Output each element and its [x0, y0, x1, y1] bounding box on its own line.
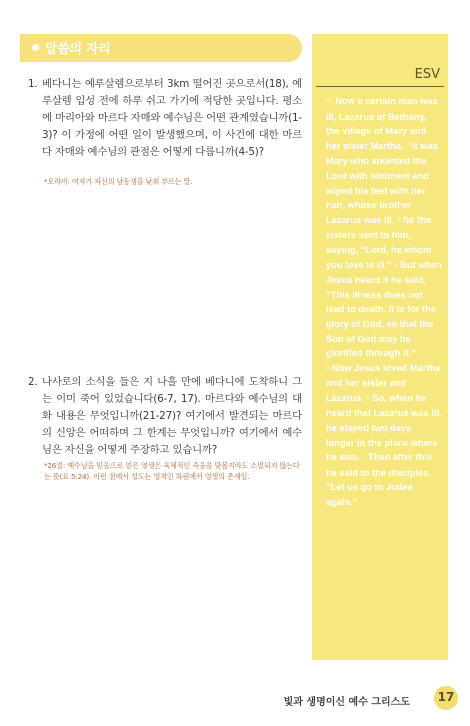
verse-text: Then after this he said to the disciples, “Let us go to Judea again.” [326, 452, 433, 508]
question-number: 2. [28, 376, 38, 388]
verse-number: 3 [396, 216, 401, 224]
esv-divider [316, 86, 444, 87]
bullet-dot-icon [32, 44, 39, 51]
question-1-note: *오라비: 여자가 자신의 남동생을 낮춰 부르는 말. [44, 177, 193, 186]
verse-number: 4 [394, 261, 399, 269]
verse-text: Now a certain man was ill, Lazarus of Bethany, the village of Mary and her sister Martha. [326, 96, 438, 151]
verse-text: But when Jesus heard it he said, “This illness does not lead to death. It is for the glory of God, so that the Son of God may be glorified through it.” [326, 259, 442, 359]
verse-text: So, when he heard that Lazarus was ill, he stayed two days longer in the place where he was. [326, 392, 442, 463]
page-number-badge [434, 686, 458, 710]
verse-number: 11 [326, 98, 334, 105]
section-header [20, 34, 302, 62]
verse-number: 2 [406, 142, 411, 150]
verse-number: 6 [366, 394, 371, 402]
verse-text: So the sisters sent to him, saying, “Lord, he whom you love is ill.” [326, 214, 432, 270]
question-number: 1. [28, 78, 38, 90]
verse-text: Now Jesus loved Martha and her sister and Lazarus. [326, 362, 441, 403]
question-1 [30, 76, 302, 161]
verse-number: 5 [326, 364, 330, 372]
question-text: 나사로의 소식을 들은 지 나흘 만에 베다니에 도착하니 그는 이미 죽어 있었습니다(6-7, 17). 마르다와 예수님의 대화 내용은 무엇입니까(21-27)? 여기에서 발견되는 마르다의 신앙은 어떠하며 그 한계는 무엇입니까? 여기에서 예수님은 자신을 어떻게 주장하고 있습니까? [42, 376, 302, 456]
verse-number: 7 [362, 454, 367, 462]
question-2-note: *26절: 예수님을 믿음으로 얻은 영생은 육체적인 죽음을 맞볼지라도 소멸되지 않는다는 뜻(요 5:24). 이런 점에서 성도는 영적인 차원에서 영생의 존재임. [44, 461, 300, 481]
page-number: 17 [437, 690, 455, 704]
esv-passage [326, 94, 442, 510]
question-text: 베다니는 예루살렘으로부터 3km 떨어진 곳으로서(18), 예루살렘 입성 전에 하루 쉬고 가기에 적당한 곳입니다. 평소에 마리아와 마르다 자매와 예수님은 어떤 관계였습니까(1-3)? 이 가정에 어떤 일이 발생했으며, 이 사건에 대한 마르다 자매와 예수님의 관점은 어떻게 다릅니까(4-5)? [42, 78, 302, 158]
esv-panel [312, 34, 448, 660]
section-title: 말씀의 자리 [45, 42, 111, 57]
footer-book-title: 빛과 생명이신 예수 그리스도 [283, 697, 410, 708]
question-2 [30, 374, 302, 459]
esv-label: ESV [414, 67, 440, 82]
verse-text: It was Mary who anointed the Lord with ointment and wiped his feet with her hair, whose brother Lazarus was ill. [326, 140, 438, 225]
